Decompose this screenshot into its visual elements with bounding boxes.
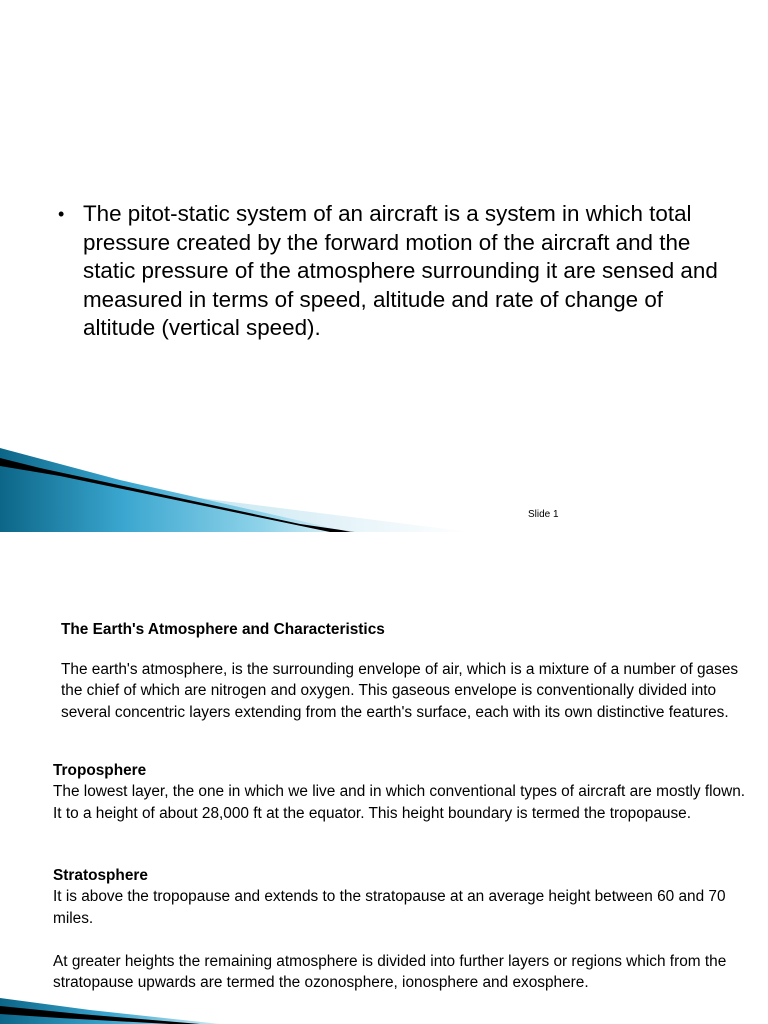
troposphere-section xyxy=(53,760,753,824)
slide-decoration-swoosh-bottom xyxy=(0,992,300,1024)
closing-paragraph: At greater heights the remaining atmosphere is divided into further layers or regions which from the stratopause upwards are termed the ozonosphere, ionosphere and exosphere. xyxy=(53,953,727,992)
troposphere-heading: Troposphere xyxy=(53,762,147,779)
bullet-text: The pitot-static system of an aircraft is a system in which total pressure created by the forward motion of the aircraft and the static pressure of the atmosphere surrounding it are sensed and measured in terms of speed, altitude and rate of change of altitude (vertical speed). xyxy=(83,201,718,340)
bullet-item xyxy=(58,200,738,343)
bullet-marker: • xyxy=(58,204,65,224)
slide-2 xyxy=(0,532,768,1024)
slide-decoration-swoosh xyxy=(0,440,470,532)
slide-number: Slide 1 xyxy=(528,509,559,520)
stratosphere-heading: Stratosphere xyxy=(53,867,148,884)
stratosphere-section xyxy=(53,865,753,929)
intro-paragraph: The earth's atmosphere, is the surrounding envelope of air, which is a mixture of a number of gases the chief of which are nitrogen and oxygen. This gaseous envelope is conventionally divided into several concentric layers extending from the earth's surface, each with its own distinctive features. xyxy=(61,661,739,721)
troposphere-body: The lowest layer, the one in which we live and in which conventional types of aircraft are mostly flown. It to a height of about 28,000 ft at the equator. This height boundary is termed the tropopause. xyxy=(53,783,746,822)
stratosphere-body: It is above the tropopause and extends to the stratopause at an average height between 60 and 70 miles. xyxy=(53,888,726,927)
page-title: The Earth's Atmosphere and Characteristics xyxy=(61,621,385,638)
